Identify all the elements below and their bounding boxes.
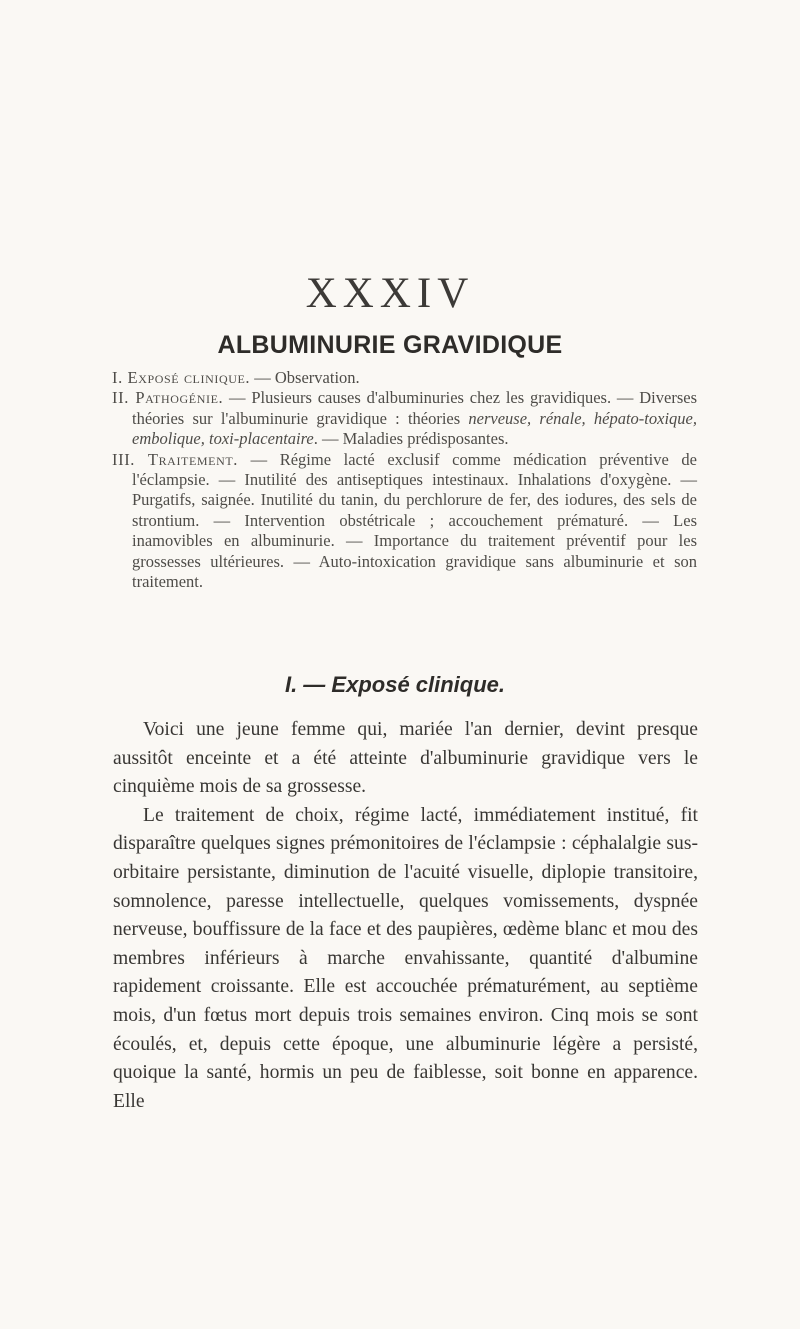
chapter-title: ALBUMINURIE GRAVIDIQUE (217, 331, 563, 359)
summary-item-1 (112, 368, 697, 388)
body-paragraph: Le traitement de choix, régime lacté, immédiatement institué, fit disparaître quelques signes prémonitoires de l'éclampsie : céphalalgie sus-orbitaire persistante, diminution de l'acuité visuelle, diplopie transitoire, somnolence, paresse intellectuelle, quelques vomissements, dyspnée nerveuse, bouffissure de la face et des paupières, œdème blanc et mou des membres inférieurs à marche envahissante, quantité d'albumine rapidement croissante. Elle est accouchée prématurément, au septième mois, d'un fœtus mort depuis trois semaines environ. Cinq mois se sont écoulés, et, depuis cette époque, une albuminurie légère a persisté, quoique la santé, hormis un peu de faiblesse, soit bonne en apparence. Elle (113, 804, 698, 1112)
summary-item-text: — Régime lacté exclusif comme médication préventive de l'éclampsie. — Inutilité des antiseptiques intestinaux. Inhalations d'oxygène. — Purgatifs, saignée. Inutilité du tanin, du perchlorure de fer, des iodures, des sels de strontium. — Intervention obstétricale ; accouchement prématuré. — Les inamovibles en albuminurie. — Importance du traitement préventif pour les grossesses ultérieures. — Auto-intoxication gravidique sans albuminurie et son traitement. (132, 449, 697, 592)
summary-item-text: . — Maladies prédisposantes. (313, 429, 509, 449)
body-paragraph: Voici une jeune femme qui, mariée l'an dernier, devint presque aussitôt enceinte et a été atteinte d'albuminurie gravidique vers le cinquième mois de sa grossesse. (113, 719, 698, 798)
summary-item-3 (112, 450, 697, 593)
summary-item-italic-text: nerveuse, rénale, hépato-toxique, embolique, toxi-placentaire (132, 408, 697, 449)
summary-item-2 (112, 388, 697, 449)
summary-item-text: — Plusieurs causes d'albuminuries chez les gravidiques. — Diverses théories sur l'albuminurie gravidique : théories (132, 388, 697, 428)
summary-item-label: III. Traitement. (112, 449, 239, 469)
summary-item-label: I. Exposé clinique. (112, 368, 251, 387)
summary-item-text: — Observation. (250, 368, 360, 387)
chapter-summary (112, 368, 697, 592)
summary-item-label: II. Pathogénie. (112, 388, 224, 408)
section-title: I. — Exposé clinique. (284, 672, 506, 697)
body-text (113, 716, 698, 1116)
chapter-number: XXXIV (305, 270, 475, 317)
